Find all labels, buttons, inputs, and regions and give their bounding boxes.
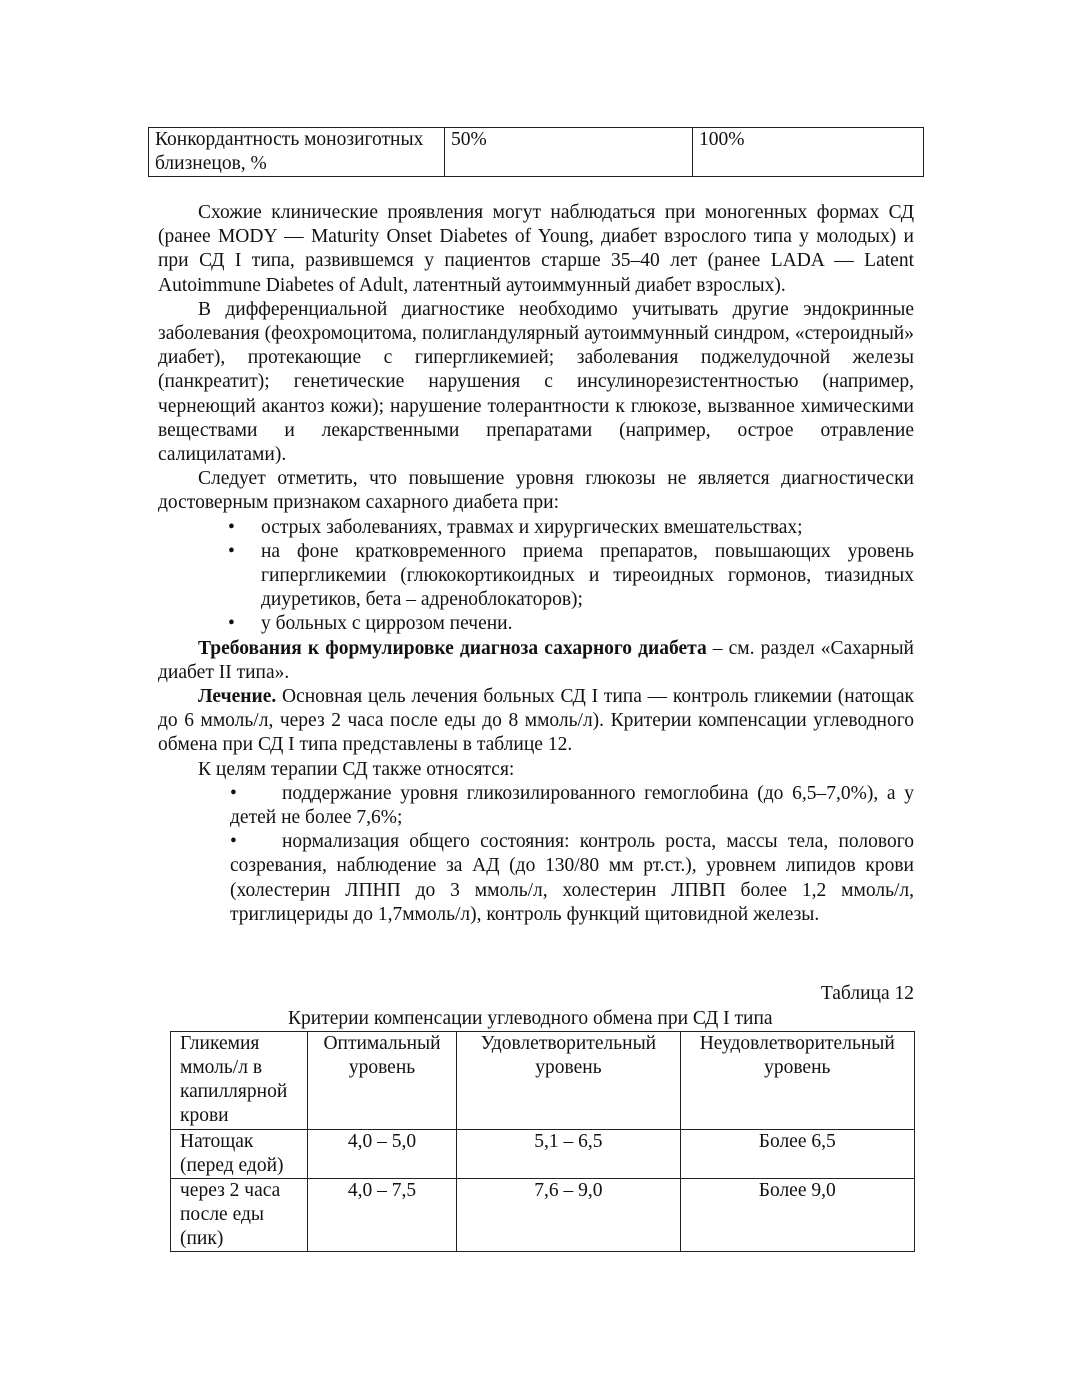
list-item <box>230 782 914 830</box>
table-header-row <box>171 1032 915 1130</box>
list-item-text: поддержание уровня гликозилированного гемоглобина (до 6,5–7,0%), а у детей не более 7,6%; <box>230 782 914 829</box>
concordance-value-1-cell: 50% <box>445 128 693 177</box>
table-cell: 7,6 – 9,0 <box>457 1179 680 1252</box>
paragraph-differential-diagnosis: В дифференциальной диагностике необходимо учитывать другие эндокринные заболевания (феохромоцитома, полигландулярный аутоиммунный синдром, «стероидный» диабет), протекающие с гипергликемией; заболевания поджелудочной железы (панкреатит); генетические нарушения с инсулинорезистентностью (например, чернеющий акантоз кожи); нарушение толерантности к глюкозе, вызванное химическими веществами и лекарственными препаратами (например, острое отравление салицилатами). <box>158 298 914 466</box>
list-item <box>230 830 914 927</box>
paragraph-requirements <box>158 637 914 685</box>
table-row <box>171 1179 915 1252</box>
body-text <box>158 201 914 927</box>
concordance-value-2-cell: 100% <box>693 128 924 177</box>
table-cell: Более 6,5 <box>680 1130 914 1179</box>
table-number: Таблица 12 <box>820 983 914 1004</box>
compensation-criteria-table <box>170 1031 915 1252</box>
bullet-icon: • <box>228 540 235 562</box>
header-cell: Неудовлетворительный уровень <box>680 1032 914 1130</box>
list-item-text: нормализация общего состояния: контроль роста, массы тела, полового созревания, наблюдение за АД (до 130/80 мм рт.ст.), уровнем липидов крови (холестерин ЛПНП до 3 ммоль/л, холестерин ЛПВП более 1,2 ммоль/л, триглицериды до 1,7ммоль/л), контроль функций щитовидной железы. <box>230 831 914 925</box>
conditions-list <box>158 516 914 637</box>
table-cell: 4,0 – 7,5 <box>307 1179 457 1252</box>
header-cell: Оптимальный уровень <box>307 1032 457 1130</box>
header-cell: Удовлетворительный уровень <box>457 1032 680 1130</box>
table-cell: 4,0 – 5,0 <box>307 1130 457 1179</box>
table-row <box>171 1130 915 1179</box>
twin-concordance-table <box>148 127 924 177</box>
table-cell: Натощак (перед едой) <box>171 1130 308 1179</box>
requirements-heading: Требования к формулировке диагноза сахарного диабета <box>198 637 707 659</box>
list-item-text: на фоне кратковременного приема препаратов, повышающих уровень гипергликемии (глюкокортикоидных и тиреоидных гормонов, тиазидных диуретиков, бета – адреноблокаторов); <box>261 540 914 611</box>
list-item <box>228 612 914 636</box>
list-item-text: острых заболеваниях, травмах и хирургических вмешательствах; <box>261 516 803 538</box>
list-item-text: у больных с циррозом печени. <box>261 613 513 635</box>
treatment-text: Основная цель лечения больных СД I типа — контроль гликемии (натощак до 6 ммоль/л, через 2 часа после еды до 8 ммоль/л). Критерии компенсации углеводного обмена при СД I типа представлены в таблице 12. <box>158 686 914 756</box>
bullet-icon: • <box>228 516 235 538</box>
paragraph-mody-lada: Схожие клинические проявления могут наблюдаться при моногенных формах СД (ранее MODY — Maturity Onset Diabetes of Young, диабет взрослого типа у молодых) и при СД I типа, развившемся у пациентов старше 35–40 лет (ранее LADA — Latent Autoimmune Diabetes of Adult, латентный аутоиммунный диабет взрослых). <box>158 202 914 296</box>
treatment-heading: Лечение. <box>198 686 277 708</box>
paragraph-treatment <box>158 685 914 758</box>
table-cell: через 2 часа после еды (пик) <box>171 1179 308 1252</box>
bullet-icon: • <box>230 831 237 853</box>
bullet-icon: • <box>230 782 237 804</box>
paragraph-goals-intro: К целям терапии СД также относятся: <box>198 758 515 780</box>
table-cell: Более 9,0 <box>680 1179 914 1252</box>
concordance-label-cell: Конкордантность монозиготных близнецов, % <box>149 128 445 177</box>
paragraph-glucose-note: Следует отметить, что повышение уровня глюкозы не является диагностически достоверным признаком сахарного диабета при: <box>158 468 914 514</box>
table-title: Критерии компенсации углеводного обмена при СД I типа <box>288 1008 773 1029</box>
table-cell: 5,1 – 6,5 <box>457 1130 680 1179</box>
requirements-text: – см. раздел «Сахарный диабет II типа». <box>158 637 914 683</box>
list-item <box>228 540 914 613</box>
bullet-icon: • <box>228 613 235 635</box>
list-item <box>228 516 914 540</box>
header-cell: Гликемия ммоль/л в капиллярной крови <box>171 1032 308 1130</box>
goals-list <box>158 782 914 927</box>
table-row <box>149 128 924 177</box>
